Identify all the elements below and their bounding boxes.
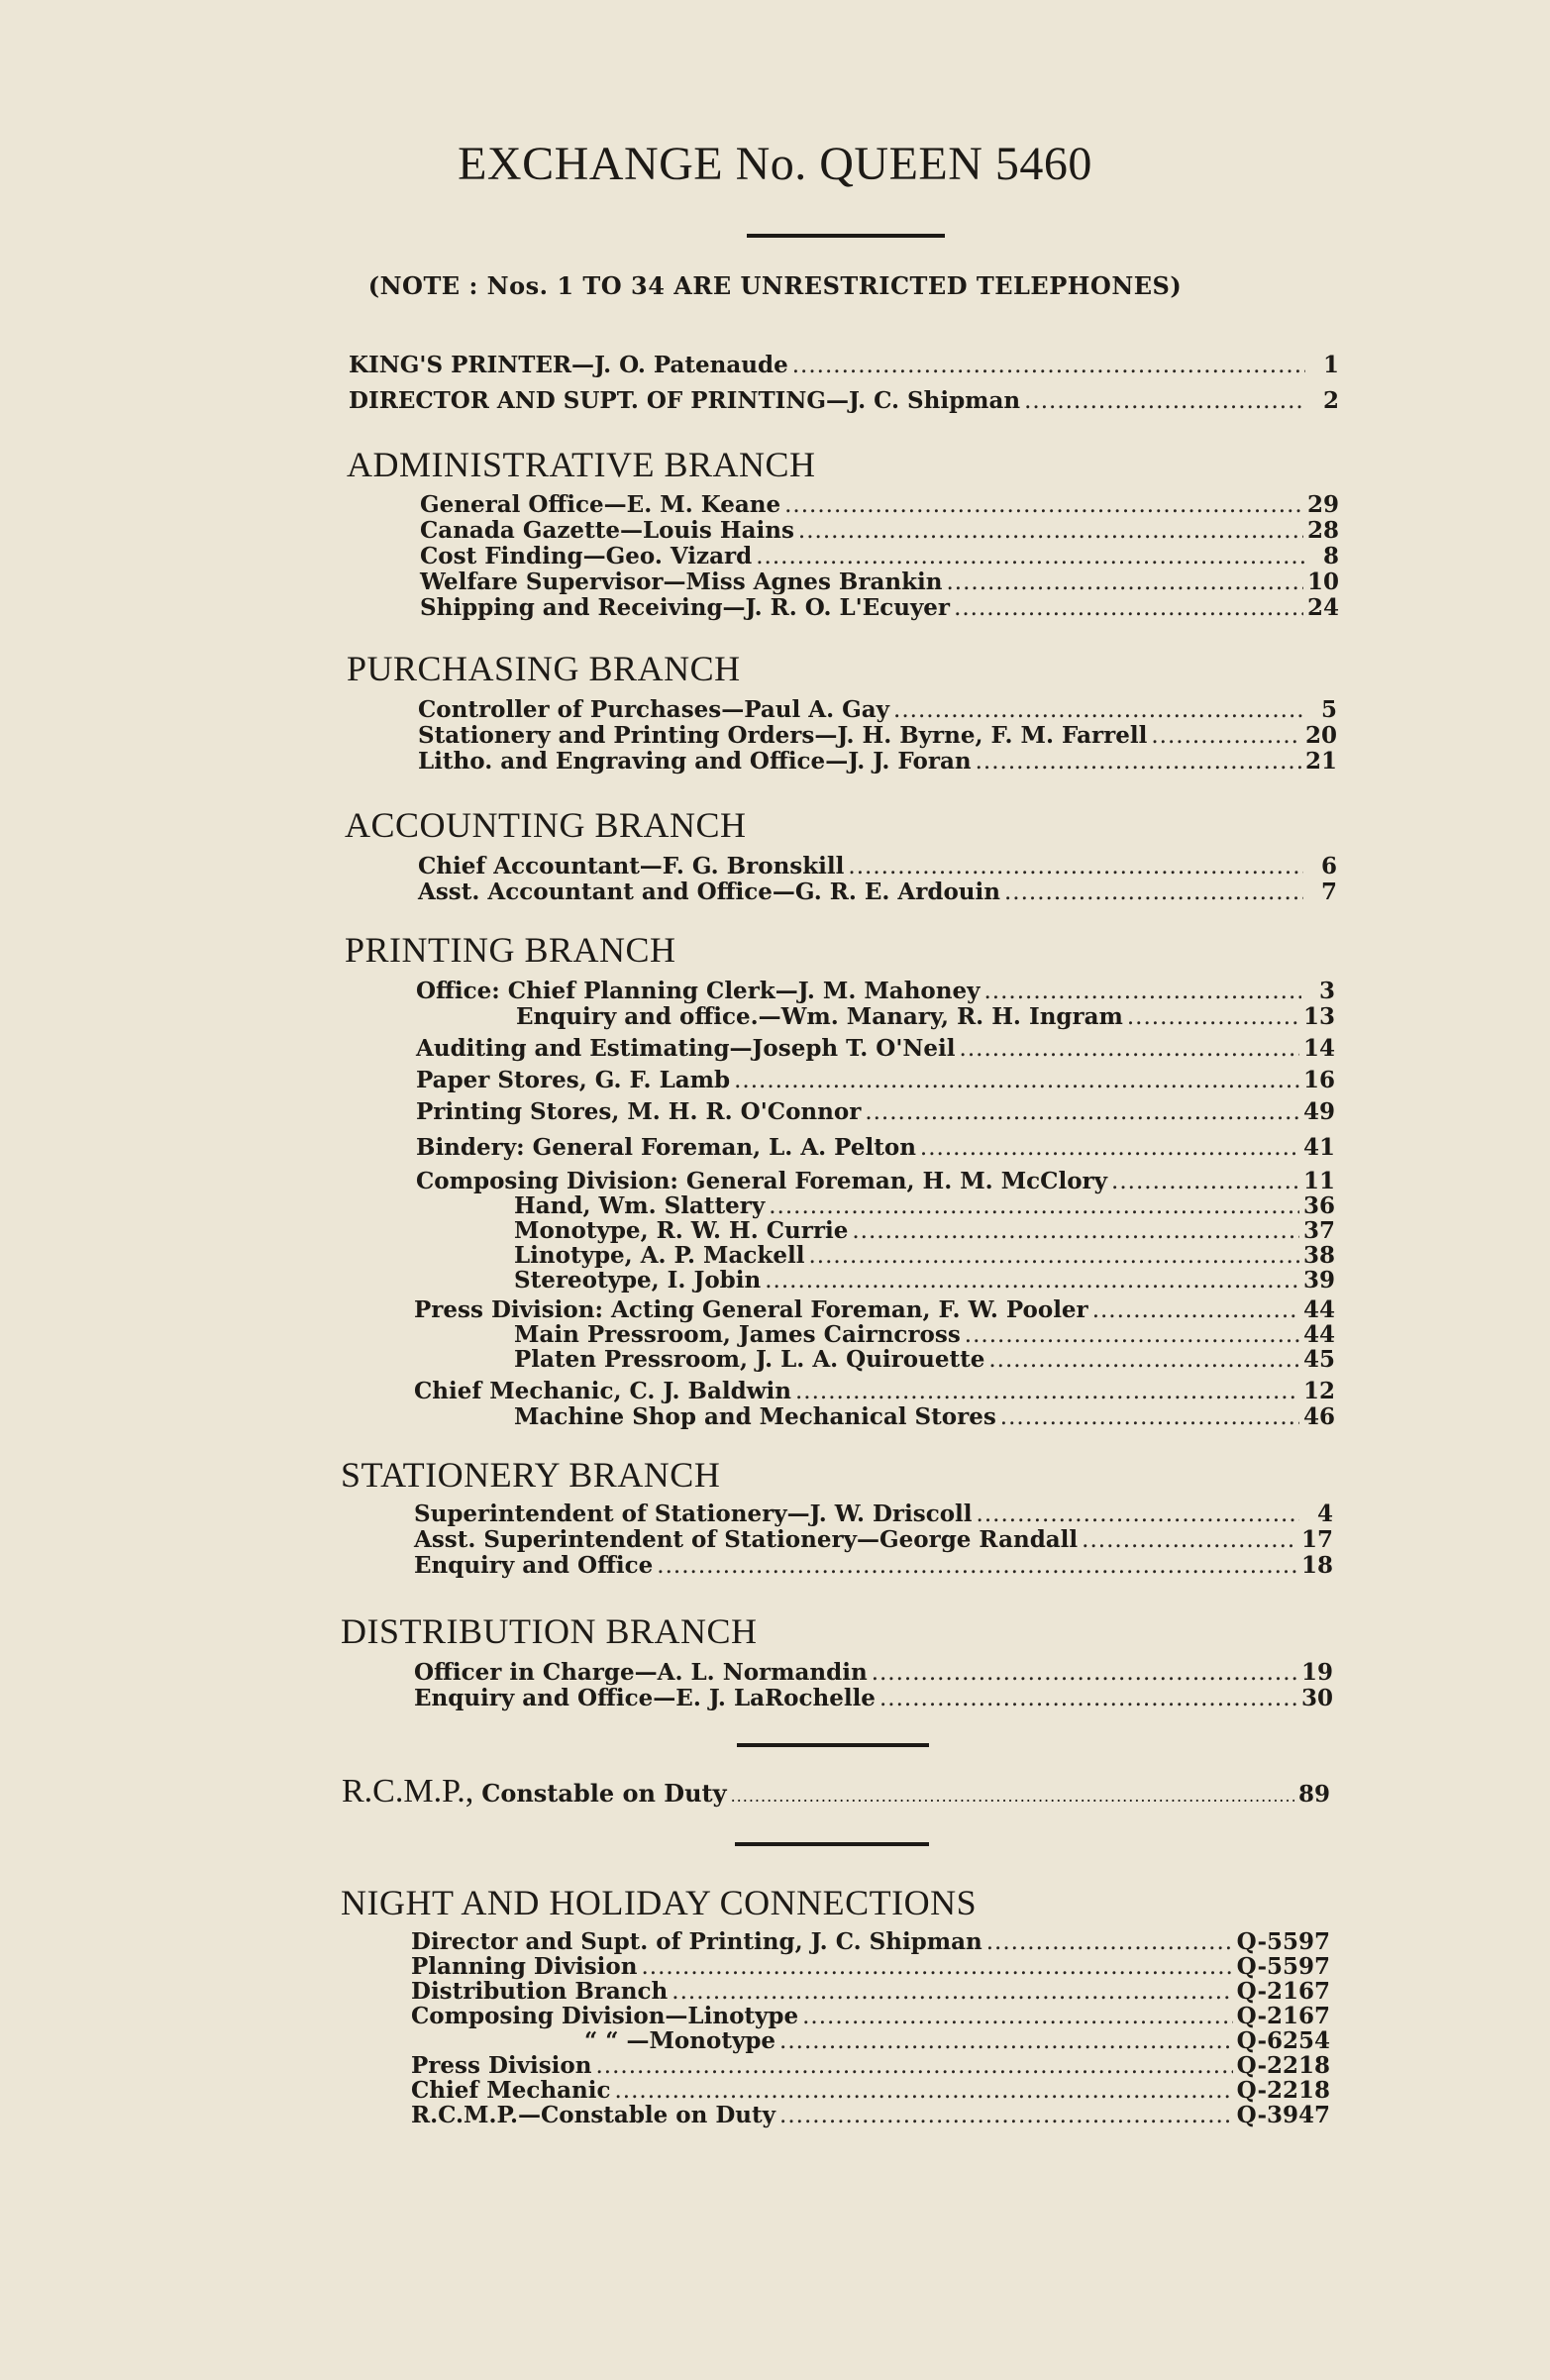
list-item xyxy=(349,353,1339,378)
list-item xyxy=(411,1954,1330,1980)
extension-number: 45 xyxy=(1302,1346,1335,1373)
extension-number: Q-2167 xyxy=(1236,1978,1330,2005)
entry-label: Linotype, A. P. Mackell xyxy=(514,1242,805,1269)
entry-label: General Office—E. M. Keane xyxy=(420,491,781,518)
dot-leader xyxy=(879,1686,1297,1711)
list-item xyxy=(514,1243,1335,1269)
list-item xyxy=(416,1135,1335,1161)
title-rule xyxy=(747,234,945,238)
dot-leader xyxy=(1127,1004,1299,1030)
list-item xyxy=(418,749,1337,775)
extension-number: 12 xyxy=(1302,1378,1335,1404)
list-item xyxy=(411,2004,1330,2029)
entry-label: Chief Mechanic xyxy=(411,2077,611,2104)
entry-label: Composing Division: General Foreman, H. M. McClory xyxy=(416,1168,1108,1194)
entry-label: Press Division xyxy=(411,2052,592,2079)
list-item xyxy=(516,1004,1335,1030)
list-item xyxy=(584,2028,1330,2054)
list-item xyxy=(414,1501,1333,1527)
list-item xyxy=(411,2103,1330,2128)
dot-leader xyxy=(779,2028,1233,2054)
entry-label: Monotype, R. W. H. Currie xyxy=(514,1217,849,1244)
list-item xyxy=(514,1193,1335,1219)
entry-label: Officer in Charge—A. L. Normandin xyxy=(414,1659,868,1686)
section-rule xyxy=(737,1743,929,1747)
entry-label: Machine Shop and Mechanical Stores xyxy=(514,1403,996,1430)
dot-leader xyxy=(756,544,1305,569)
note-text: (NOTE : Nos. 1 TO 34 ARE UNRESTRICTED TELEPHONES) xyxy=(367,271,1183,300)
extension-number: 11 xyxy=(1302,1168,1335,1194)
list-item xyxy=(416,979,1335,1004)
dot-leader xyxy=(672,1979,1232,2005)
dot-leader xyxy=(595,2053,1232,2079)
list-item xyxy=(416,1169,1335,1194)
list-item xyxy=(414,1297,1335,1323)
dot-leader xyxy=(893,697,1303,723)
dot-leader xyxy=(988,1347,1299,1373)
list-item xyxy=(418,880,1337,905)
dot-leader xyxy=(965,1322,1299,1348)
entry-label: Office: Chief Planning Clerk—J. M. Mahoney xyxy=(416,978,981,1004)
section-heading-night: NIGHT AND HOLIDAY CONNECTIONS xyxy=(341,1883,978,1922)
extension-number: Q-2218 xyxy=(1236,2077,1330,2104)
extension-number: 44 xyxy=(1302,1296,1335,1323)
extension-number: 38 xyxy=(1302,1242,1335,1269)
dot-leader xyxy=(1004,880,1303,905)
entry-label: Cost Finding—Geo. Vizard xyxy=(420,543,753,569)
extension-number: 44 xyxy=(1302,1321,1335,1348)
entry-label: Distribution Branch xyxy=(411,1978,669,2005)
extension-number: 16 xyxy=(1302,1067,1335,1093)
dot-leader xyxy=(769,1193,1299,1219)
dot-leader xyxy=(731,1787,1294,1806)
dot-leader xyxy=(1024,388,1305,414)
extension-number: 20 xyxy=(1304,722,1337,749)
dot-leader xyxy=(798,518,1303,544)
section-heading-accounting: ACCOUNTING BRANCH xyxy=(345,805,747,845)
dot-leader xyxy=(802,2004,1232,2029)
entry-label: Auditing and Estimating—Joseph T. O'Neil xyxy=(416,1035,956,1062)
entry-label: Planning Division xyxy=(411,1953,638,1980)
dot-leader xyxy=(954,595,1303,621)
entry-label: KING'S PRINTER—J. O. Patenaude xyxy=(349,352,788,378)
dot-leader xyxy=(615,2078,1233,2104)
entry-label: Welfare Supervisor—Miss Agnes Brankin xyxy=(420,569,943,595)
extension-number: 24 xyxy=(1306,594,1339,621)
entry-label: Platen Pressroom, J. L. A. Quirouette xyxy=(514,1346,985,1373)
extension-number: 2 xyxy=(1322,387,1339,414)
extension-number: 89 xyxy=(1297,1781,1330,1808)
section-heading-administrative: ADMINISTRATIVE BRANCH xyxy=(347,445,816,484)
extension-number: 10 xyxy=(1306,569,1339,595)
extension-number: 19 xyxy=(1300,1659,1333,1686)
section-heading-printing: PRINTING BRANCH xyxy=(345,930,676,970)
entry-label: Asst. Accountant and Office—G. R. E. Ardouin xyxy=(418,879,1000,905)
list-item xyxy=(420,544,1339,569)
list-item xyxy=(416,1099,1335,1125)
extension-number: 4 xyxy=(1316,1500,1333,1527)
list-item xyxy=(514,1268,1335,1293)
extension-number: 28 xyxy=(1306,517,1339,544)
list-item xyxy=(411,2078,1330,2104)
entry-label: Enquiry and Office xyxy=(414,1552,654,1579)
dot-leader xyxy=(983,979,1301,1004)
list-item xyxy=(418,697,1337,723)
dot-leader xyxy=(734,1068,1299,1093)
extension-number: Q-6254 xyxy=(1236,2027,1330,2054)
dot-leader xyxy=(852,1218,1299,1244)
extension-number: 36 xyxy=(1302,1192,1335,1219)
dot-leader xyxy=(808,1243,1299,1269)
list-item xyxy=(411,2053,1330,2079)
list-item xyxy=(418,723,1337,749)
list-item xyxy=(420,569,1339,595)
dot-leader xyxy=(784,492,1303,518)
entry-label: Controller of Purchases—Paul A. Gay xyxy=(418,696,890,723)
list-item xyxy=(414,1379,1335,1404)
list-item xyxy=(414,1527,1333,1553)
list-item xyxy=(514,1347,1335,1373)
dot-leader xyxy=(779,2103,1233,2128)
dot-leader xyxy=(765,1268,1299,1293)
entry-label: Press Division: Acting General Foreman, F. W. Pooler xyxy=(414,1296,1088,1323)
entry-label: Asst. Superintendent of Stationery—George Randall xyxy=(414,1526,1079,1553)
entry-label: “ “ —Monotype xyxy=(584,2027,776,2054)
extension-number: 6 xyxy=(1320,853,1337,880)
dot-leader xyxy=(792,353,1305,378)
entry-label: Enquiry and Office—E. J. LaRochelle xyxy=(414,1685,876,1711)
extension-number: 3 xyxy=(1318,978,1335,1004)
extension-number: 41 xyxy=(1302,1134,1335,1161)
extension-number: 14 xyxy=(1302,1035,1335,1062)
list-item xyxy=(420,492,1339,518)
list-item xyxy=(411,1979,1330,2005)
page-title: EXCHANGE No. QUEEN 5460 xyxy=(458,138,1092,190)
extension-number: 49 xyxy=(1302,1098,1335,1125)
entry-label: Superintendent of Stationery—J. W. Driscoll xyxy=(414,1500,973,1527)
entry-label: Chief Accountant—F. G. Bronskill xyxy=(418,853,845,880)
list-item xyxy=(414,1660,1333,1686)
extension-number: 29 xyxy=(1306,491,1339,518)
dot-leader xyxy=(977,1501,1299,1527)
extension-number: Q-2218 xyxy=(1236,2052,1330,2079)
dot-leader xyxy=(1092,1297,1299,1323)
extension-number: Q-2167 xyxy=(1236,2003,1330,2029)
entry-label: Litho. and Engraving and Office—J. J. Foran xyxy=(418,748,972,775)
extension-number: 30 xyxy=(1300,1685,1333,1711)
extension-number: 18 xyxy=(1300,1552,1333,1579)
entry-label: Main Pressroom, James Cairncross xyxy=(514,1321,961,1348)
dot-leader xyxy=(848,854,1303,880)
extension-number: 8 xyxy=(1322,543,1339,569)
list-item xyxy=(411,1929,1330,1955)
list-item xyxy=(414,1686,1333,1711)
entry-label: Hand, Wm. Slattery xyxy=(514,1192,766,1219)
dot-leader xyxy=(1111,1169,1299,1194)
extension-number: 21 xyxy=(1304,748,1337,775)
extension-number: 37 xyxy=(1302,1217,1335,1244)
extension-number: 13 xyxy=(1302,1003,1335,1030)
entry-label: Paper Stores, G. F. Lamb xyxy=(416,1067,731,1093)
list-item xyxy=(514,1218,1335,1244)
entry-label: Shipping and Receiving—J. R. O. L'Ecuyer xyxy=(420,594,951,621)
dot-leader xyxy=(865,1099,1299,1125)
list-item xyxy=(420,518,1339,544)
dot-leader xyxy=(920,1135,1299,1161)
extension-number: 7 xyxy=(1320,879,1337,905)
section-heading-stationery: STATIONERY BRANCH xyxy=(341,1455,721,1495)
dot-leader xyxy=(872,1660,1297,1686)
entry-label: R.C.M.P.—Constable on Duty xyxy=(411,2102,776,2128)
entry-label: DIRECTOR AND SUPT. OF PRINTING—J. C. Shipman xyxy=(349,387,1021,414)
extension-number: 5 xyxy=(1320,696,1337,723)
extension-number: Q-5597 xyxy=(1236,1953,1330,1980)
extension-number: 39 xyxy=(1302,1267,1335,1293)
extension-number: 46 xyxy=(1302,1403,1335,1430)
dot-leader xyxy=(986,1929,1233,1955)
dot-leader xyxy=(960,1036,1299,1062)
entry-label: Printing Stores, M. H. R. O'Connor xyxy=(416,1098,862,1125)
extension-number: 1 xyxy=(1322,352,1339,378)
entry-label: Director and Supt. of Printing, J. C. Shipman xyxy=(411,1928,982,1955)
entry-label: Stereotype, I. Jobin xyxy=(514,1267,762,1293)
entry-label: Canada Gazette—Louis Hains xyxy=(420,517,794,544)
dot-leader xyxy=(1082,1527,1297,1553)
list-item xyxy=(514,1404,1335,1430)
dot-leader xyxy=(976,749,1301,775)
dot-leader xyxy=(946,569,1303,595)
section-heading-distribution: DISTRIBUTION BRANCH xyxy=(341,1611,758,1651)
list-item xyxy=(349,388,1339,414)
dot-leader xyxy=(1151,723,1301,749)
rcmp-line: R.C.M.P., Constable on Duty ..... 89 xyxy=(342,1773,1330,1811)
section-rule xyxy=(735,1842,929,1846)
list-item xyxy=(416,1068,1335,1093)
entry-label: Chief Mechanic, C. J. Baldwin xyxy=(414,1378,791,1404)
entry-label: Enquiry and office.—Wm. Manary, R. H. Ingram xyxy=(516,1003,1123,1030)
list-item xyxy=(418,854,1337,880)
dot-leader xyxy=(641,1954,1232,1980)
list-item xyxy=(414,1553,1333,1579)
entry-label: Composing Division—Linotype xyxy=(411,2003,799,2029)
dot-leader xyxy=(657,1553,1297,1579)
extension-number: Q-5597 xyxy=(1236,1928,1330,1955)
section-heading-purchasing: PURCHASING BRANCH xyxy=(347,649,741,688)
entry-label: Stationery and Printing Orders—J. H. Byrne, F. M. Farrell xyxy=(418,722,1148,749)
entry-label: Bindery: General Foreman, L. A. Pelton xyxy=(416,1134,916,1161)
dot-leader xyxy=(1000,1404,1299,1430)
list-item xyxy=(416,1036,1335,1062)
list-item xyxy=(420,595,1339,621)
list-item xyxy=(514,1322,1335,1348)
extension-number: 17 xyxy=(1300,1526,1333,1553)
dot-leader xyxy=(795,1379,1299,1404)
extension-number: Q-3947 xyxy=(1236,2102,1330,2128)
